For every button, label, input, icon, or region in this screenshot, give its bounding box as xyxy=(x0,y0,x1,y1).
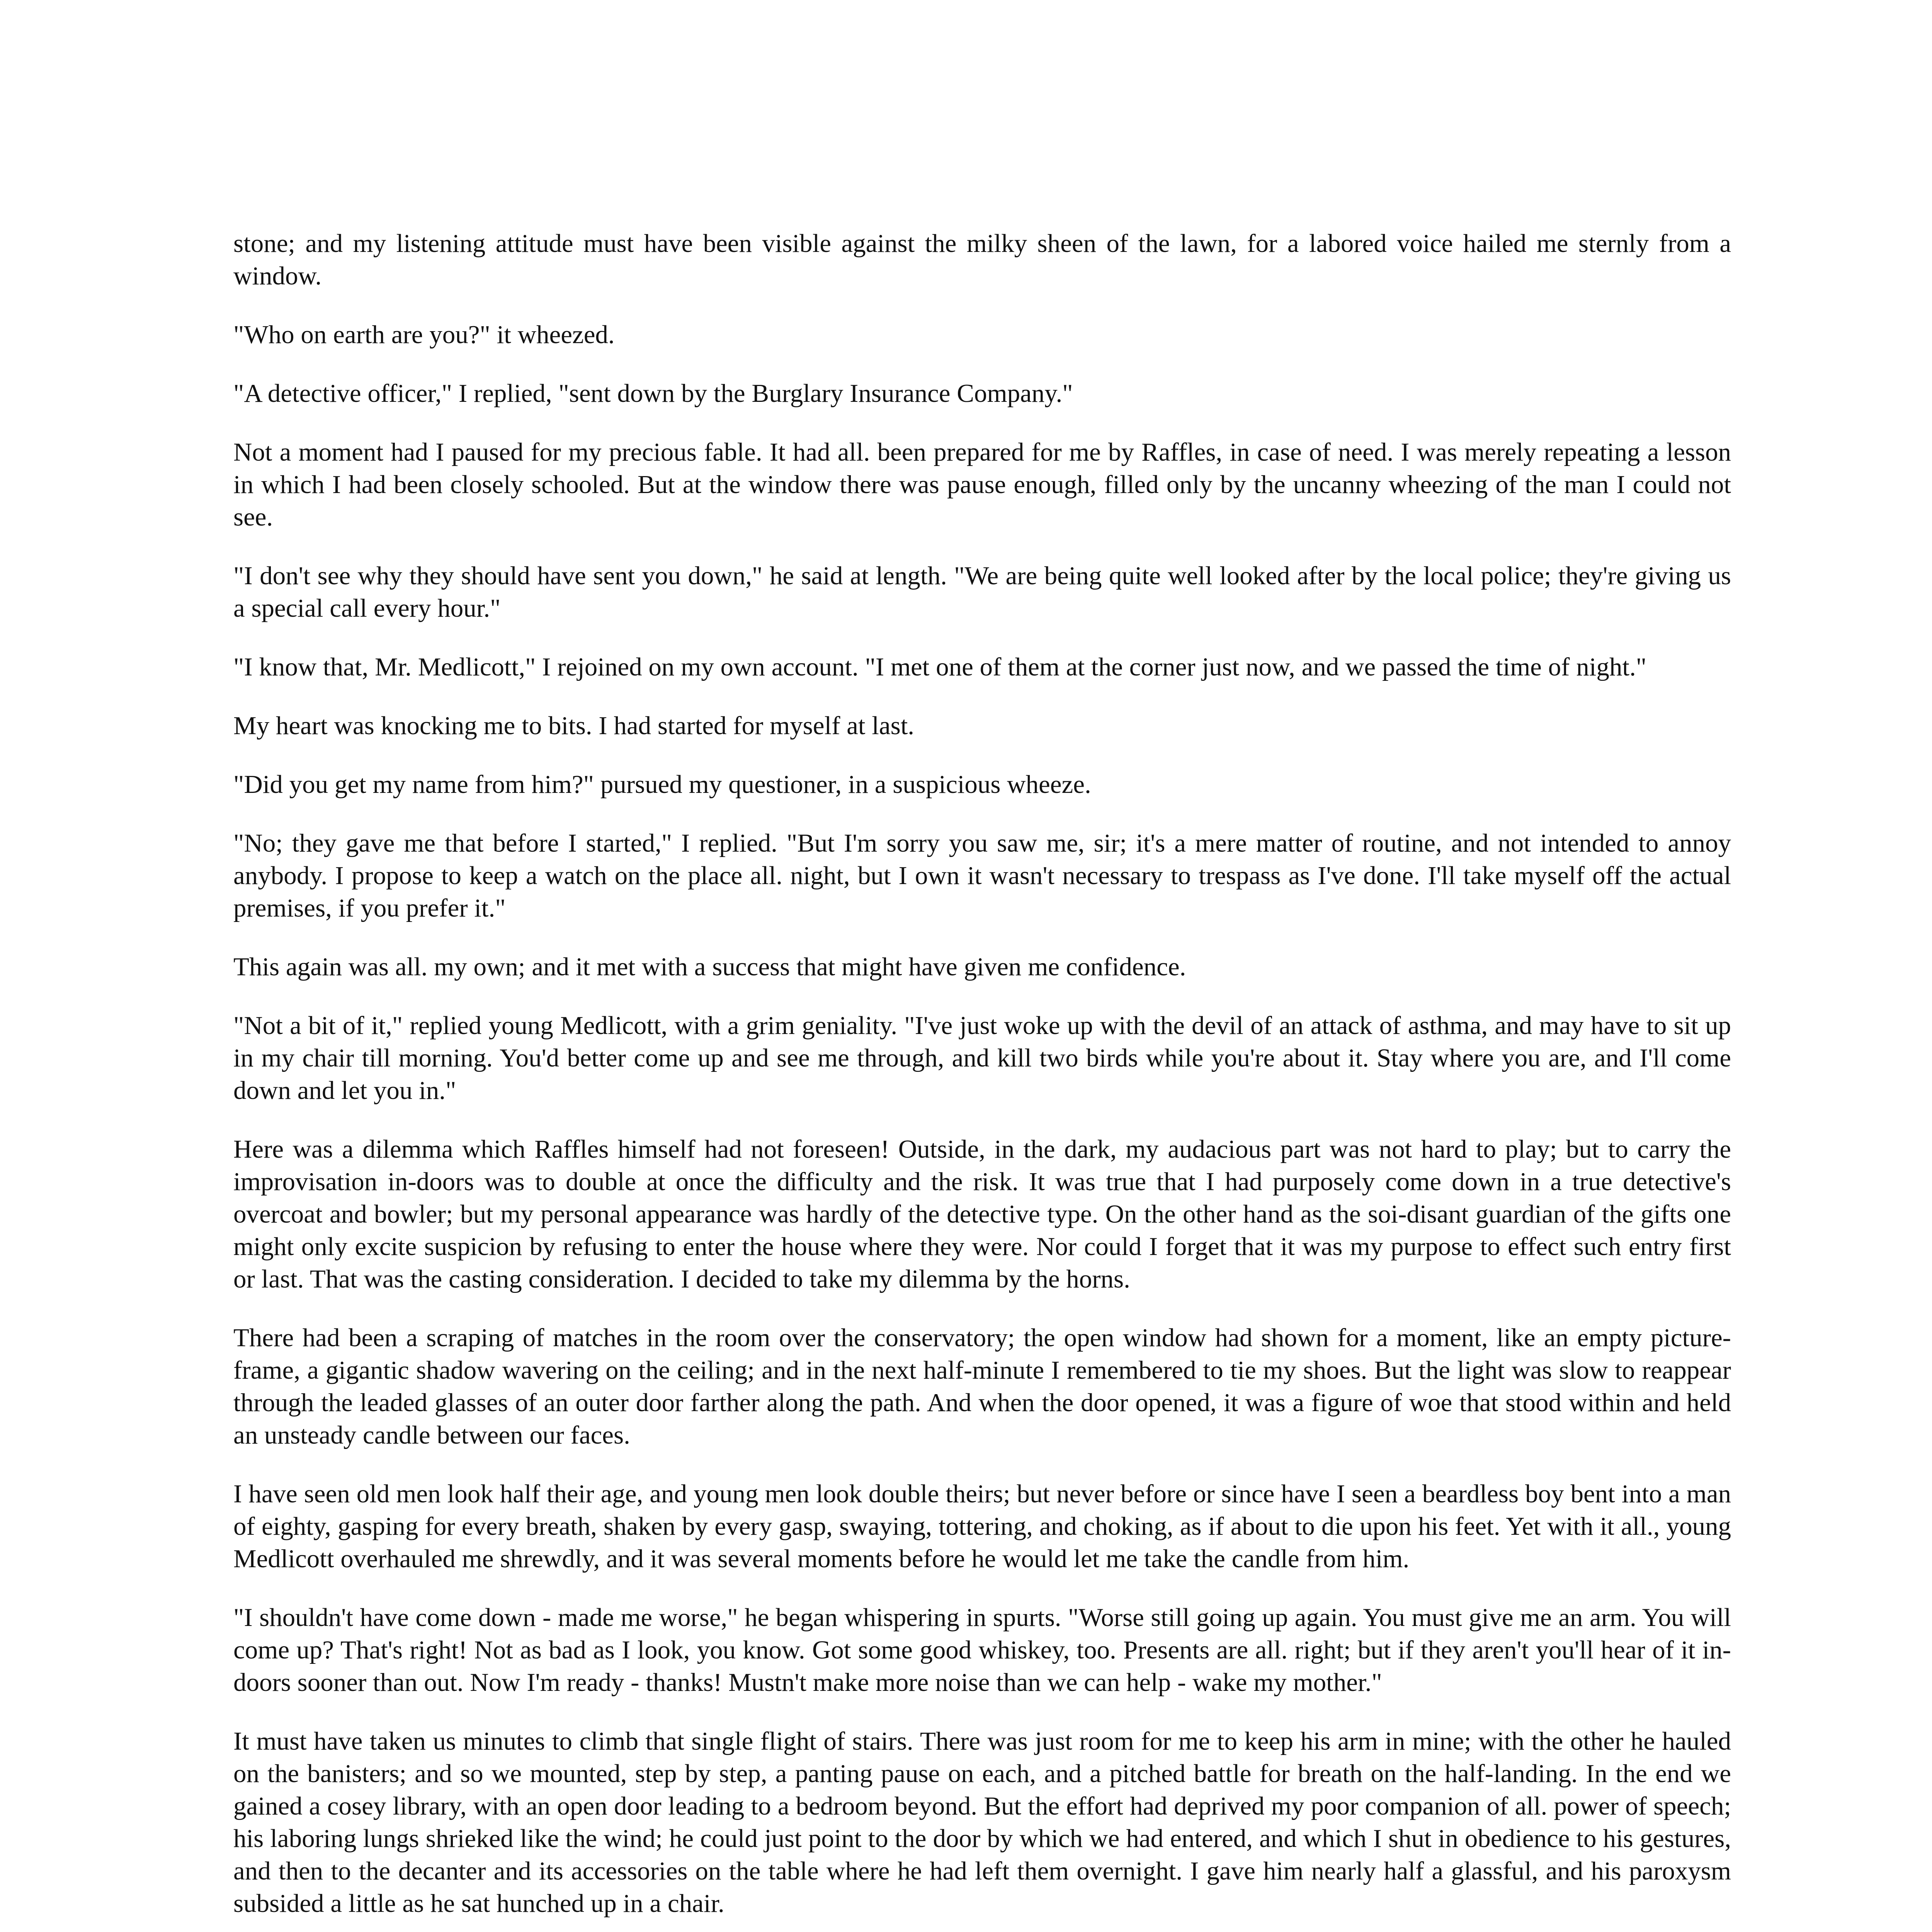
paragraph: "A detective officer," I replied, "sent down by the Burglary Insurance Company." xyxy=(233,379,1073,408)
paragraph: stone; and my listening attitude must have been visible against the milky sheen of the lawn, for a labored voice hailed me sternly from a window. xyxy=(233,229,1731,290)
paragraph: I have seen old men look half their age, and young men look double theirs; but never before or since have I seen a beardless boy bent into a man of eighty, gasping for every breath, shaken by every gasp, swaying, tottering, and choking, as if about to die upon his feet. Yet with it all., young Medlicott overhauled me shrewdly, and it was several moments before he would let me take the candle from him. xyxy=(233,1480,1731,1573)
paragraph: "No; they gave me that before I started," I replied. "But I'm sorry you saw me, sir; it's a mere matter of routine, and not intended to annoy anybody. I propose to keep a watch on the place all. night, but I own it wasn't necessary to trespass as I've done. I'll take myself off the actual premises, if you prefer it." xyxy=(233,829,1731,922)
paragraph: Not a moment had I paused for my precious fable. It had all. been prepared for me by Raffles, in case of need. I was merely repeating a lesson in which I had been closely schooled. But at the window there was pause enough, filled only by the uncanny wheezing of the man I could not see. xyxy=(233,438,1731,531)
paragraph: "Did you get my name from him?" pursued my questioner, in a suspicious wheeze. xyxy=(233,770,1091,799)
document-body xyxy=(233,227,1731,1932)
paragraph: "I don't see why they should have sent you down," he said at length. "We are being quite well looked after by the local police; they're giving us a special call every hour." xyxy=(233,561,1731,622)
paragraph: "I know that, Mr. Medlicott," I rejoined on my own account. "I met one of them at the corner just now, and we passed the time of night." xyxy=(233,653,1647,681)
paragraph: Here was a dilemma which Raffles himself had not foreseen! Outside, in the dark, my audacious part was not hard to play; but to carry the improvisation in-doors was to double at once the difficulty and the risk. It was true that I had purposely come down in a true detective's overcoat and bowler; but my personal appearance was hardly of the detective type. On the other hand as the soi-disant guardian of the gifts one might only excite suspicion by refusing to enter the house where they were. Nor could I forget that it was my purpose to effect such entry first or last. That was the casting consideration. I decided to take my dilemma by the horns. xyxy=(233,1135,1731,1293)
paragraph: There had been a scraping of matches in the room over the conservatory; the open window had shown for a moment, like an empty picture-frame, a gigantic shadow wavering on the ceiling; and in the next half-minute I remembered to tie my shoes. But the light was slow to reappear through the leaded glasses of an outer door farther along the path. And when the door opened, it was a figure of woe that stood within and held an unsteady candle between our faces. xyxy=(233,1323,1731,1449)
paragraph: This again was all. my own; and it met with a success that might have given me confidence. xyxy=(233,952,1186,981)
paragraph: "Not a bit of it," replied young Medlicott, with a grim geniality. "I've just woke up with the devil of an attack of asthma, and may have to sit up in my chair till morning. You'd better come up and see me through, and kill two birds while you're about it. Stay where you are, and I'll come down and let you in." xyxy=(233,1011,1731,1105)
paragraph: "Who on earth are you?" it wheezed. xyxy=(233,320,615,349)
paragraph: It must have taken us minutes to climb that single flight of stairs. There was just room for me to keep his arm in mine; with the other he hauled on the banisters; and so we mounted, step by step, a panting pause on each, and a pitched battle for breath on the half-landing. In the end we gained a cosey library, with an open door leading to a bedroom beyond. But the effort had deprived my poor companion of all. power of speech; his laboring lungs shrieked like the wind; he could just point to the door by which we had entered, and which I shut in obedience to his gestures, and then to the decanter and its accessories on the table where he had left them overnight. I gave him nearly half a glassful, and his paroxysm subsided a little as he sat hunched up in a chair. xyxy=(233,1727,1731,1918)
paragraph: My heart was knocking me to bits. I had started for myself at last. xyxy=(233,711,915,740)
paragraph: "I shouldn't have come down - made me worse," he began whispering in spurts. "Worse still going up again. You must give me an arm. You will come up? That's right! Not as bad as I look, you know. Got some good whiskey, too. Presents are all. right; but if they aren't you'll hear of it in-doors sooner than out. Now I'm ready - thanks! Mustn't make more noise than we can help - wake my mother." xyxy=(233,1603,1731,1697)
